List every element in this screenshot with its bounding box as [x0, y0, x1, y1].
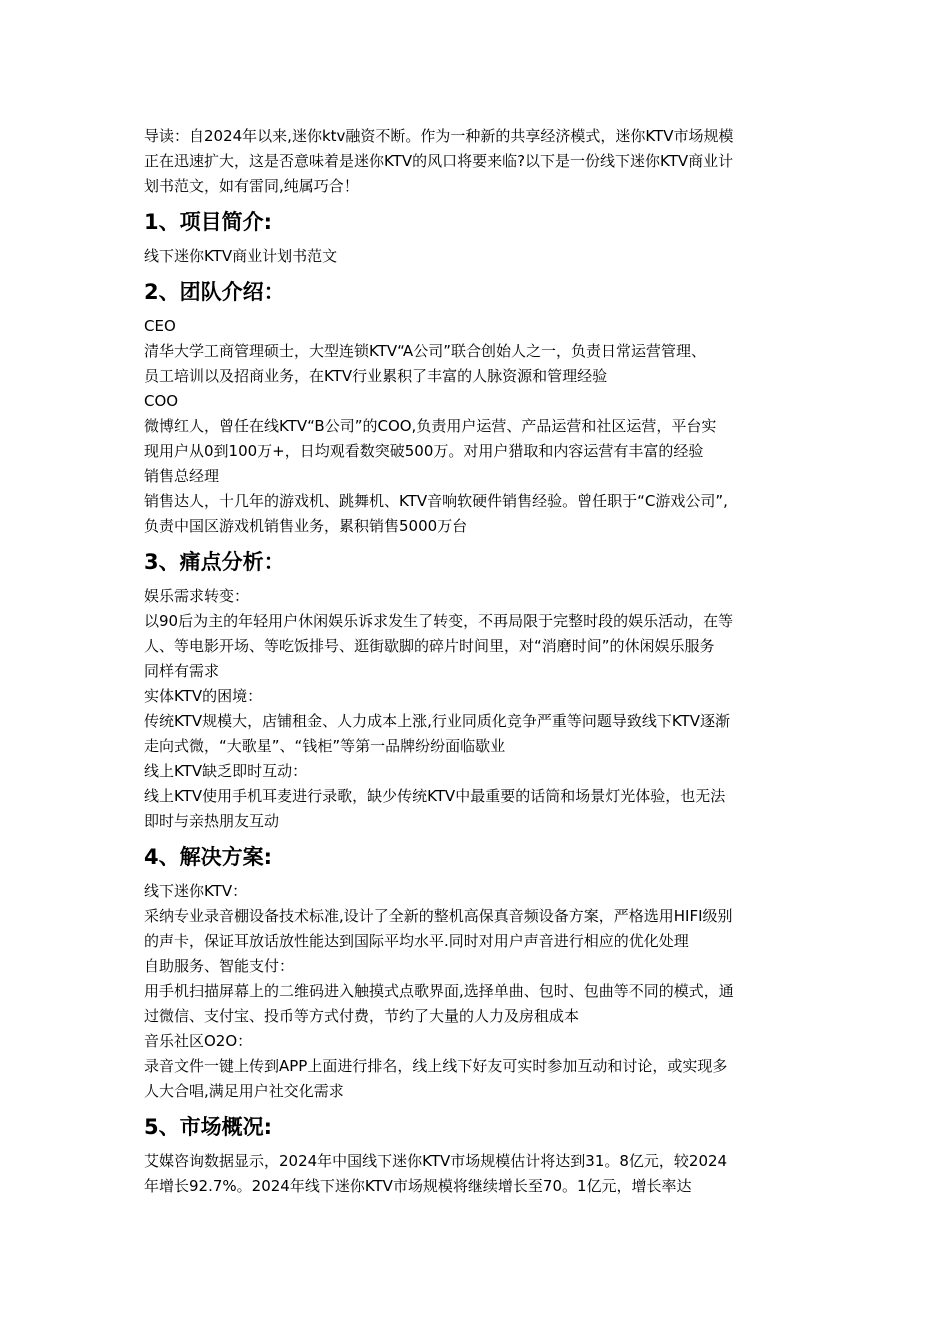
section-heading-solution: 4、解决方案:: [144, 845, 273, 869]
body-line: 即时与亲热朋友互动: [144, 812, 280, 830]
intro-line: 划书范文，如有雷同,纯属巧合！: [144, 177, 359, 195]
body-line: 采纳专业录音棚设备技术标准,设计了全新的整机高保真音频设备方案，严格选用HIFI级别: [144, 907, 733, 925]
sub-title: 线上KTV缺乏即时互动：: [144, 762, 308, 780]
section-body-team: [144, 314, 808, 539]
body-line: 过微信、支付宝、投币等方式付费，节约了大量的人力及房租成本: [144, 1007, 580, 1025]
sub-title: 实体KTV的困境：: [144, 687, 263, 705]
body-line: 的声卡，保证耳放话放性能达到国际平均水平.同时对用户声音进行相应的优化处理: [144, 932, 689, 950]
body-line: 销售达人，十几年的游戏机、跳舞机、KTV音响软硬件销售经验。曾任职于“C游戏公司”,: [144, 492, 728, 510]
body-line: 用手机扫描屏幕上的二维码进入触摸式点歌界面,选择单曲、包时、包曲等不同的模式，通: [144, 982, 734, 1000]
body-line: 传统KTV规模大，店铺租金、人力成本上涨,行业同质化竞争严重等问题导致线下KTV逐渐: [144, 712, 730, 730]
body-line: 员工培训以及招商业务，在KTV行业累积了丰富的人脉资源和管理经验: [144, 367, 608, 385]
body-line: 清华大学工商管理硕士，大型连锁KTV“A公司”联合创始人之一，负责日常运营管理、: [144, 342, 706, 360]
body-line: 微博红人，曾任在线KTV“B公司”的COO,负责用户运营、产品运营和社区运营，平台实: [144, 417, 717, 435]
body-line: 现用户从0到100万+，日均观看数突破500万。对用户猎取和内容运营有丰富的经验: [144, 442, 704, 460]
document-page: [144, 124, 808, 1199]
section-body-market: [144, 1149, 808, 1199]
sub-title: 自助服务、智能支付：: [144, 957, 295, 975]
section-heading-pain-points: 3、痛点分析：: [144, 550, 285, 574]
role-title: COO: [144, 392, 179, 410]
sub-title: 娱乐需求转变：: [144, 587, 250, 605]
sub-title: 线下迷你KTV：: [144, 882, 248, 900]
body-line: 人大合唱,满足用户社交化需求: [144, 1082, 344, 1100]
section-heading-team: 2、团队介绍：: [144, 280, 285, 304]
body-line: 年增长92.7%。2024年线下迷你KTV市场规模将继续增长至70。1亿元，增长率达: [144, 1177, 692, 1195]
body-line: 线下迷你KTV商业计划书范文: [144, 247, 338, 265]
section-body-pain-points: [144, 584, 808, 834]
body-line: 以90后为主的年轻用户休闲娱乐诉求发生了转变，不再局限于完整时段的娱乐活动，在等: [144, 612, 734, 630]
role-title: 销售总经理: [144, 467, 220, 485]
role-title: CEO: [144, 317, 176, 335]
sub-title: 音乐社区O2O：: [144, 1032, 253, 1050]
section-heading-market: 5、市场概况:: [144, 1115, 273, 1139]
body-line: 人、等电影开场、等吃饭排号、逛街歇脚的碎片时间里，对“消磨时间”的休闲娱乐服务: [144, 637, 715, 655]
section-body-project-intro: [144, 244, 808, 269]
section-body-solution: [144, 879, 808, 1104]
body-line: 同样有需求: [144, 662, 220, 680]
intro-line: 导读：自2024年以来,迷你ktv融资不断。作为一种新的共享经济模式，迷你KTV市场规模: [144, 127, 734, 145]
body-line: 录音文件一键上传到APP上面进行排名，线上线下好友可实时参加互动和讨论，或实现多: [144, 1057, 728, 1075]
body-line: 线上KTV使用手机耳麦进行录歌，缺少传统KTV中最重要的话筒和场景灯光体验，也无法: [144, 787, 726, 805]
body-line: 走向式微，“大歌星”、“钱柜”等第一品牌纷纷面临歇业: [144, 737, 506, 755]
body-line: 负责中国区游戏机销售业务，累积销售5000万台: [144, 517, 468, 535]
intro-paragraph: [144, 124, 808, 199]
body-line: 艾媒咨询数据显示，2024年中国线下迷你KTV市场规模估计将达到31。8亿元，较2024: [144, 1152, 728, 1170]
intro-line: 正在迅速扩大，这是否意味着是迷你KTV的风口将要来临?以下是一份线下迷你KTV商业计: [144, 152, 734, 170]
section-heading-project-intro: 1、项目简介:: [144, 210, 273, 234]
